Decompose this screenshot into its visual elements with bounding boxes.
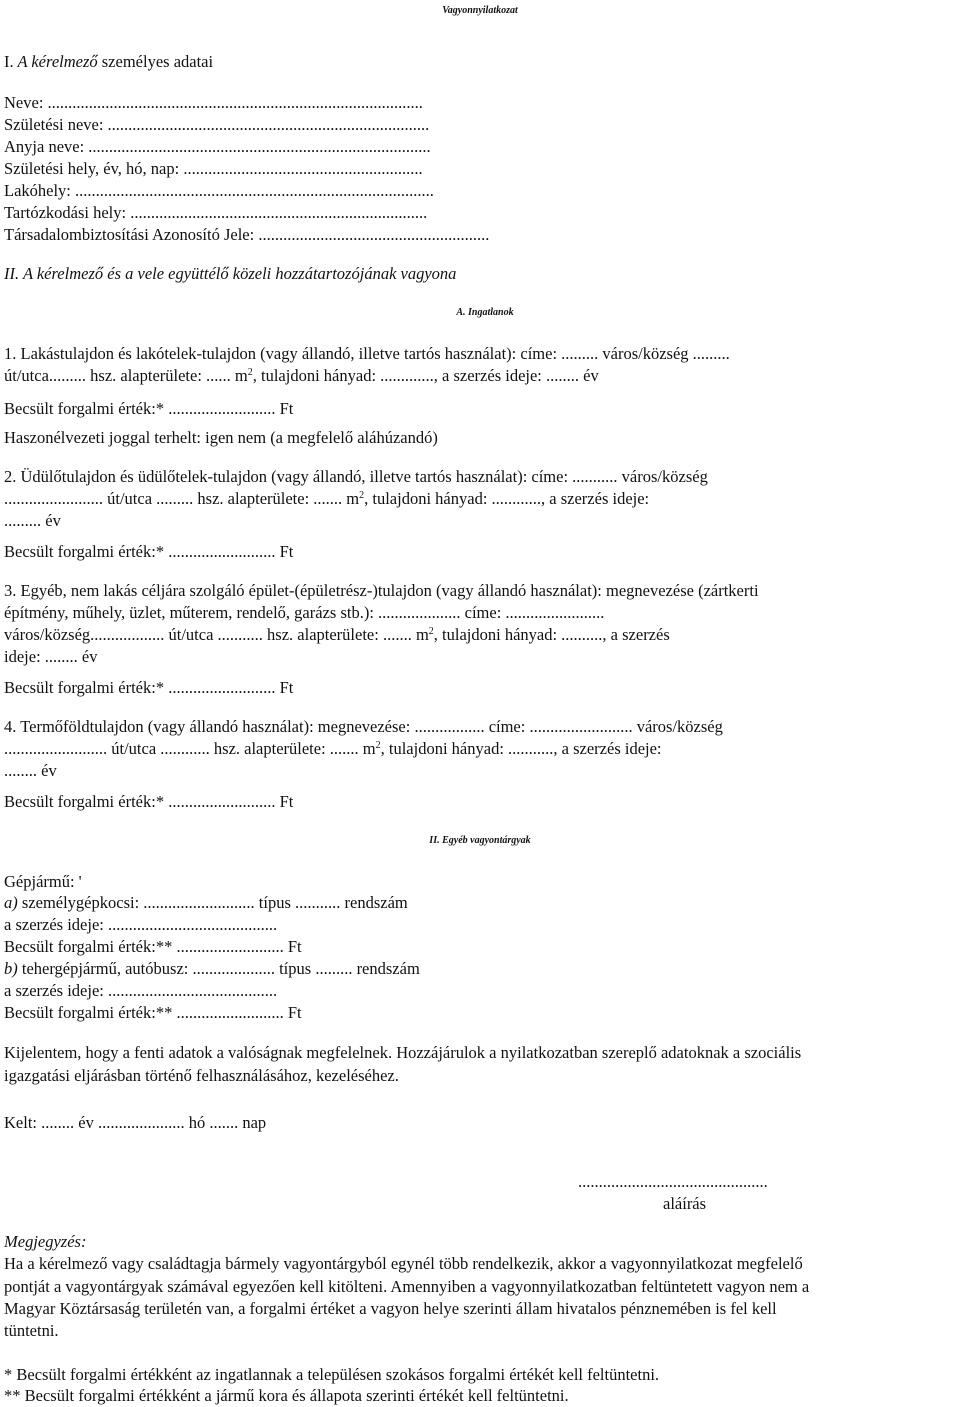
declaration-line1: Kijelentem, hogy a fenti adatok a valóságnak megfelelnek. Hozzájárulok a nyilatkozatban szereplő adatoknak a szociális	[4, 1043, 802, 1062]
item3-line2: építmény, műhely, üzlet, műterem, rendelő, garázs stb.): .................... címe: ........................	[4, 603, 605, 622]
superscript: 2	[428, 626, 434, 637]
item-letter: b)	[4, 959, 18, 978]
real-estate-subheading: A. Ingatlanok	[456, 307, 514, 318]
item1-usufruct: Haszonélvezeti joggal terhelt: igen nem (a megfelelő aláhúzandó)	[4, 428, 438, 447]
section-personal-heading	[4, 52, 213, 72]
page-title: Vagyonnyilatkozat	[442, 5, 518, 16]
note-line3: Magyar Köztársaság területén van, a forgalmi értéket a vagyon helye szerinti állam hivatalos pénznemében is fel kell	[4, 1299, 777, 1318]
text-part: , tulajdoni hányad: .........., a szerzés	[433, 625, 670, 644]
note-line1: Ha a kérelmező vagy családtagja bármely vagyontárgyból egynél több rendelkezik, akkor a vagyonnyilatkozat megfelelő	[4, 1254, 803, 1273]
item3-line3	[4, 625, 670, 645]
item3-line4: ideje: ........ év	[4, 647, 98, 666]
text-part: , tulajdoni hányad: ..........., a szerzés ideje:	[380, 739, 662, 758]
taj-field: Társadalombiztosítási Azonosító Jele: ........................................................	[4, 225, 490, 244]
superscript: 2	[375, 740, 381, 751]
item4-line1: 4. Termőföldtulajdon (vagy állandó használat): megnevezése: ................. címe: ......................... város/község	[4, 717, 723, 736]
item-letter: a)	[4, 893, 18, 912]
text-part: ......................... út/utca ............ hsz. alapterülete: ....... m	[4, 739, 376, 758]
signature-line: ..............................................	[578, 1172, 768, 1191]
name-field: Neve: ...........................................................................................	[4, 93, 423, 112]
item2-line2	[4, 489, 649, 509]
text-part: , tulajdoni hányad: ............., a szerzés ideje: ........ év	[252, 366, 599, 385]
item2-value: Becsült forgalmi érték:* .......................... Ft	[4, 542, 294, 561]
car-value: Becsült forgalmi érték:** .......................... Ft	[4, 937, 302, 956]
truck-line	[4, 959, 420, 979]
text-part: személygépkocsi: ........................... típus ........... rendszám	[17, 893, 408, 912]
item1-value: Becsült forgalmi érték:* .......................... Ft	[4, 399, 294, 418]
text-part: város/község.................. út/utca ........... hsz. alapterülete: ....... m	[4, 625, 429, 644]
heading-part: A	[13, 52, 32, 71]
date-line: Kelt: ........ év ..................... hó ....... nap	[4, 1113, 267, 1132]
stay-address-field: Tartózkodási hely: ........................................................................	[4, 203, 428, 222]
note-heading: Megjegyzés:	[4, 1232, 87, 1251]
section-number: I.	[4, 52, 14, 71]
heading-part: kérelmező	[31, 52, 98, 71]
text-part: , tulajdoni hányad: ............, a szerzés ideje:	[364, 489, 650, 508]
item2-line1: 2. Üdülőtulajdon és üdülőtelek-tulajdon (vagy állandó, illetve tartós használat): címe: ........... város/község	[4, 467, 708, 486]
item3-line1: 3. Egyéb, nem lakás céljára szolgáló épület-(épületrész-)tulajdon (vagy állandó használat): megnevezése (zártkerti	[4, 581, 759, 600]
text-part: tehergépjármű, autóbusz: .................... típus ......... rendszám	[17, 959, 420, 978]
item1-line2	[4, 366, 599, 386]
item4-line3: ........ év	[4, 761, 57, 780]
residence-field: Lakóhely: .......................................................................................	[4, 181, 434, 200]
truck-value: Becsült forgalmi érték:** .......................... Ft	[4, 1003, 302, 1022]
birth-name-field: Születési neve: ..............................................................................	[4, 115, 430, 134]
footnote-2: ** Becsült forgalmi értékként a jármű kora és állapota szerinti értékét kell feltüntetni.	[4, 1386, 569, 1405]
declaration-line2: igazgatási eljárásban történő felhasználásához, kezeléséhez.	[4, 1066, 399, 1085]
item4-value: Becsült forgalmi érték:* .......................... Ft	[4, 792, 294, 811]
section-assets-heading: II. A kérelmező és a vele együttélő közeli hozzátartozójának vagyona	[4, 264, 457, 283]
other-assets-heading: II. Egyéb vagyontárgyak	[429, 835, 531, 846]
superscript: 2	[247, 367, 253, 378]
car-line	[4, 893, 408, 913]
text-part: út/utca......... hsz. alapterülete: ...... m	[4, 366, 248, 385]
item1-line1: 1. Lakástulajdon és lakótelek-tulajdon (vagy állandó, illetve tartós használat): címe: ......... város/község .........	[4, 344, 730, 363]
item3-value: Becsült forgalmi érték:* .......................... Ft	[4, 678, 294, 697]
superscript: 2	[359, 490, 365, 501]
vehicle-label: Gépjármű: '	[4, 872, 82, 891]
mother-name-field: Anyja neve: ...................................................................................	[4, 137, 431, 156]
heading-part: személyes adatai	[97, 52, 214, 71]
truck-acquired: a szerzés ideje: .........................................	[4, 981, 278, 1000]
item4-line2	[4, 739, 662, 759]
item2-line3: ......... év	[4, 511, 61, 530]
note-line4: tüntetni.	[4, 1321, 59, 1340]
car-acquired: a szerzés ideje: .........................................	[4, 915, 278, 934]
footnote-1: * Becsült forgalmi értékként az ingatlannak a településen szokásos forgalmi értékét kell feltüntetni.	[4, 1365, 660, 1384]
text-part: ........................ út/utca ......... hsz. alapterülete: ....... m	[4, 489, 360, 508]
signature-label: aláírás	[663, 1194, 707, 1213]
birth-data-field: Születési hely, év, hó, nap: ..........................................................	[4, 159, 423, 178]
note-line2: pontját a vagyontárgyak számával egyezően kell kitölteni. Amennyiben a vagyonnyilatkozatban feltüntetett vagyon nem a	[4, 1277, 810, 1296]
